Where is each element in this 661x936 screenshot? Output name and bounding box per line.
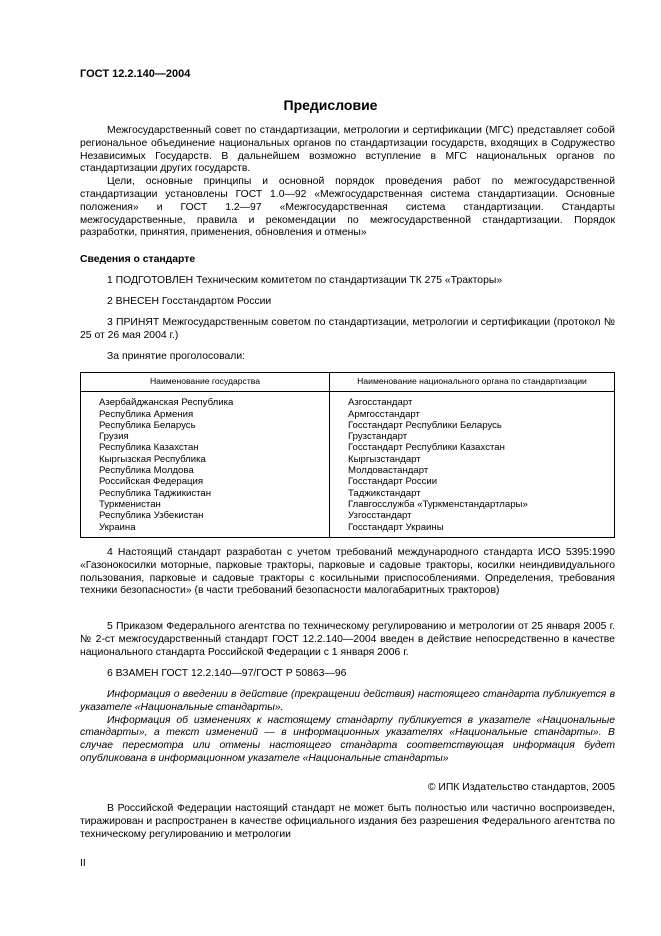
body-cell: Армгосстандарт bbox=[348, 408, 420, 420]
country-cell: Грузия bbox=[99, 431, 129, 443]
country-cell: Украина bbox=[99, 521, 136, 533]
bodies-column bbox=[330, 392, 615, 538]
body-cell: Узгосстандарт bbox=[348, 510, 412, 522]
page-number: II bbox=[80, 858, 86, 869]
voted-label: За принятие проголосовали: bbox=[107, 351, 246, 362]
body-cell: Госстандарт Республики Беларусь bbox=[348, 419, 502, 431]
body-cell: Главгосслужба «Туркменстандартлары» bbox=[348, 498, 528, 510]
country-cell: Республика Молдова bbox=[99, 465, 194, 477]
country-cell: Азербайджанская Республика bbox=[99, 397, 234, 409]
country-cell: Туркменистан bbox=[99, 498, 161, 510]
info-paragraph-2: Информация об изменениях к настоящему стандарту публикуется в указателе «Национальные стандарты», а текст изменений — в информационных указателях «Национальные стандарты». В случае пересмотра или отмены настоящего стандарта соответствующая информация будет опубликована в информационном указателе «Национальные стандарты» bbox=[80, 714, 615, 764]
intro-paragraph-2: Цели, основные принципы и основной порядок проведения работ по межгосударственной стандартизации установлены ГОСТ 1.0—92 «Межгосударственная система стандартизации. Основные положения» и ГОСТ 1.2—97 «Межгосударственная система стандартизации. Стандарты межгосударственные, правила и рекомендации по межгосударственной стандартизации. Порядок разработки, принятия, применения, обновления и отмены» bbox=[80, 176, 615, 239]
country-cell: Республика Таджикистан bbox=[99, 487, 212, 499]
body-cell: Азгосстандарт bbox=[348, 397, 413, 409]
about-heading: Сведения о стандарте bbox=[80, 254, 196, 265]
body-cell: Таджикстандарт bbox=[348, 487, 421, 499]
body-cell: Госстандарт Украины bbox=[348, 521, 444, 533]
country-cell: Республика Армения bbox=[99, 408, 194, 420]
reproduction-notice: В Российской Федерации настоящий стандарт не может быть полностью или частично воспроизведен, тиражирован и распространен в качестве официального издания без разрешения Федерального агентства по техническому регулированию и метрологии bbox=[80, 803, 615, 840]
country-cell: Республика Узбекистан bbox=[99, 510, 204, 522]
states-table bbox=[80, 372, 615, 538]
body-cell: Кыргызстандарт bbox=[348, 453, 421, 465]
intro-section bbox=[80, 125, 615, 240]
item-1: 1 ПОДГОТОВЛЕН Техническим комитетом по стандартизации ТК 275 «Тракторы» bbox=[107, 275, 503, 286]
item-3: 3 ПРИНЯТ Межгосударственным советом по стандартизации, метрологии и сертификации (протокол № 25 от 26 мая 2004 г.) bbox=[80, 317, 615, 341]
country-cell: Кыргызская Республика bbox=[99, 453, 206, 465]
item-6: 6 ВЗАМЕН ГОСТ 12.2.140—97/ГОСТ Р 50863—96 bbox=[107, 668, 347, 679]
body-cell: Грузстандарт bbox=[348, 431, 408, 443]
body-cell: Госстандарт Республики Казахстан bbox=[348, 442, 505, 454]
page-title: Предисловие bbox=[283, 97, 378, 113]
body-cell: Госстандарт России bbox=[348, 476, 438, 488]
item-2: 2 ВНЕСЕН Госстандартом России bbox=[107, 296, 272, 307]
country-cell: Республика Беларусь bbox=[99, 419, 196, 431]
info-section bbox=[80, 689, 615, 766]
country-cell: Российская Федерация bbox=[99, 476, 204, 488]
countries-column bbox=[81, 392, 330, 538]
item-4: 4 Настоящий стандарт разработан с учетом требований международного стандарта ИСО 5395:1990 «Газонокосилки моторные, парковые тракторы, парковые и садовые тракторы, косилки неиндивидуального пользования, парковые и садовые тракторы с косильными приспособлениями. Определения, требования техники безопасности» (в части требований безопасности малогабаритных тракторов) bbox=[80, 547, 615, 597]
table-header-state: Наименование государства bbox=[81, 373, 330, 392]
copyright: © ИПК Издательство стандартов, 2005 bbox=[427, 782, 615, 793]
country-cell: Республика Казахстан bbox=[99, 442, 199, 454]
body-cell: Молдовастандарт bbox=[348, 465, 429, 477]
table-header-body: Наименование национального органа по стандартизации bbox=[330, 373, 615, 392]
info-paragraph-1: Информация о введении в действие (прекращении действия) настоящего стандарта публикуется в указателе «Национальные стандарты». bbox=[80, 689, 615, 713]
document-code: ГОСТ 12.2.140—2004 bbox=[80, 68, 191, 80]
item-5: 5 Приказом Федерального агентства по техническому регулированию и метрологии от 25 января 2005 г. № 2-ст межгосударственный стандарт ГОСТ 12.2.140—2004 введен в действие непосредственно в качестве национального стандарта Российской Федерации с 1 января 2006 г. bbox=[80, 621, 615, 658]
intro-paragraph-1: Межгосударственный совет по стандартизации, метрологии и сертификации (МГС) представляет собой региональное объединение национальных органов по стандартизации государств, входящих в Содружество Независимых Государств. В дальнейшем возможно вступление в МГС национальных органов по стандартизации других государств. bbox=[80, 125, 615, 175]
